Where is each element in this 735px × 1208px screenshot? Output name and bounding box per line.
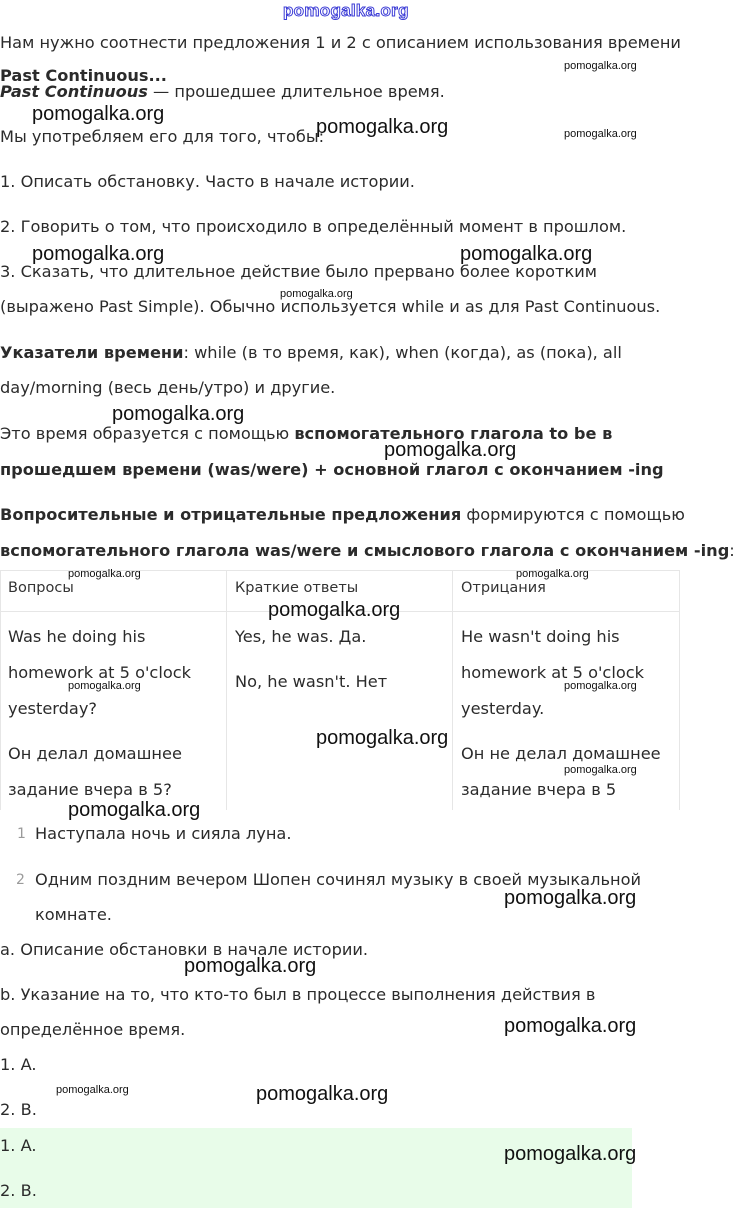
tense-definition [0, 82, 445, 102]
table-cell: yesterday. [461, 699, 545, 718]
tense-desc: — прошедшее длительное время. [147, 82, 445, 101]
table-header: Вопросы [8, 580, 74, 596]
questions-line [0, 505, 685, 525]
table-border [0, 570, 1, 810]
watermark: pomogalka.org [68, 680, 141, 692]
answer-line: 2. B. [0, 1181, 37, 1200]
watermark: pomogalka.org [564, 764, 637, 776]
table-border [679, 570, 680, 810]
watermark: pomogalka.org [460, 243, 593, 265]
use-2: 2. Говорить о том, что происходило в определённый момент в прошлом. [0, 217, 627, 236]
watermark: pomogalka.org [32, 103, 165, 125]
table-border [226, 570, 227, 810]
formation-bold: вспомогательного глагола to be в [294, 424, 613, 443]
table-cell: He wasn't doing his [461, 627, 620, 646]
watermark: pomogalka.org [280, 288, 353, 300]
sentence-number: 2 [16, 872, 25, 888]
watermark: pomogalka.org [384, 439, 517, 461]
match-line: 1. A. [0, 1055, 37, 1074]
watermark: pomogalka.org [564, 128, 637, 140]
table-cell: yesterday? [8, 699, 98, 718]
watermark: pomogalka.org [316, 727, 449, 749]
tense-name: Past Continuous [0, 82, 148, 101]
watermark: pomogalka.org [68, 799, 201, 821]
table-cell: homework at 5 o'clock [461, 663, 644, 682]
cut-off-line: Past Continuous... [0, 66, 167, 85]
table-cell: Was he doing his [8, 627, 146, 646]
watermark: pomogalka.org [316, 116, 449, 138]
sentence-text: Наступала ночь и сияла луна. [35, 824, 292, 843]
watermark: pomogalka.org [68, 568, 141, 580]
use-1: 1. Описать обстановку. Часто в начале истории. [0, 172, 415, 191]
watermark: pomogalka.org [256, 1083, 389, 1105]
watermark: pomogalka.org [504, 1143, 637, 1165]
watermark: pomogalka.org [56, 1084, 129, 1096]
table-cell: homework at 5 o'clock [8, 663, 191, 682]
site-logo[interactable]: pomogalka.org [283, 1, 409, 20]
table-border [452, 570, 453, 810]
table-cell: Он делал домашнее [8, 744, 182, 763]
questions-plain: формируются с помощью [461, 505, 685, 524]
questions-bold: Вопросительные и отрицательные предложения [0, 505, 462, 524]
watermark: pomogalka.org [504, 887, 637, 909]
table-cell: No, he wasn't. Нет [235, 672, 388, 691]
questions-b-bold: вспомогательного глагола was/were и смыслового глагола с окончанием -ing [0, 541, 730, 560]
formation-line-2: прошедшем времени (was/were) + основной глагол с окончанием -ing [0, 460, 664, 479]
watermark: pomogalka.org [564, 60, 637, 72]
markers-label: Указатели времени [0, 343, 184, 362]
formation-line [0, 424, 612, 444]
table-header: Отрицания [461, 580, 546, 596]
table-cell: задание вчера в 5? [8, 780, 172, 799]
option-a: a. Описание обстановки в начале истории. [0, 940, 369, 959]
watermark: pomogalka.org [268, 599, 401, 621]
watermark: pomogalka.org [184, 955, 317, 977]
table-cell: Yes, he was. Да. [235, 627, 367, 646]
time-markers [0, 343, 622, 363]
option-b: b. Указание на то, что кто-то был в процессе выполнения действия в [0, 985, 596, 1004]
use-3a: 3. Сказать, что длительное действие было прервано более коротким [0, 262, 597, 281]
sentence-number: 1 [17, 826, 26, 842]
watermark: pomogalka.org [504, 1015, 637, 1037]
questions-b-plain: : [729, 541, 735, 560]
watermark: pomogalka.org [516, 568, 589, 580]
formation-plain: Это время образуется с помощью [0, 424, 295, 443]
option-b-cont: определённое время. [0, 1020, 186, 1039]
intro-line: Нам нужно соотнести предложения 1 и 2 с описанием использования времени [0, 33, 681, 52]
watermark: pomogalka.org [112, 403, 245, 425]
time-markers-cont: day/morning (весь день/утро) и другие. [0, 378, 336, 397]
watermark: pomogalka.org [32, 243, 165, 265]
markers-text: : while (в то время, как), when (когда), as (пока), all [183, 343, 622, 362]
table-cell: задание вчера в 5 [461, 780, 617, 799]
answer-line: 1. A. [0, 1136, 37, 1155]
sentence-text: Одним поздним вечером Шопен сочинял музыку в своей музыкальной [35, 870, 641, 889]
sentence-text: комнате. [35, 905, 112, 924]
questions-line-2 [0, 541, 735, 561]
table-cell: Он не делал домашнее [461, 744, 661, 763]
answer-box [0, 1128, 632, 1208]
table-header: Краткие ответы [235, 580, 359, 596]
purpose-line: Мы употребляем его для того, чтобы: [0, 127, 325, 146]
watermark: pomogalka.org [564, 680, 637, 692]
match-line: 2. B. [0, 1100, 37, 1119]
use-3b: (выражено Past Simple). Обычно используется while и as для Past Continuous. [0, 297, 661, 316]
